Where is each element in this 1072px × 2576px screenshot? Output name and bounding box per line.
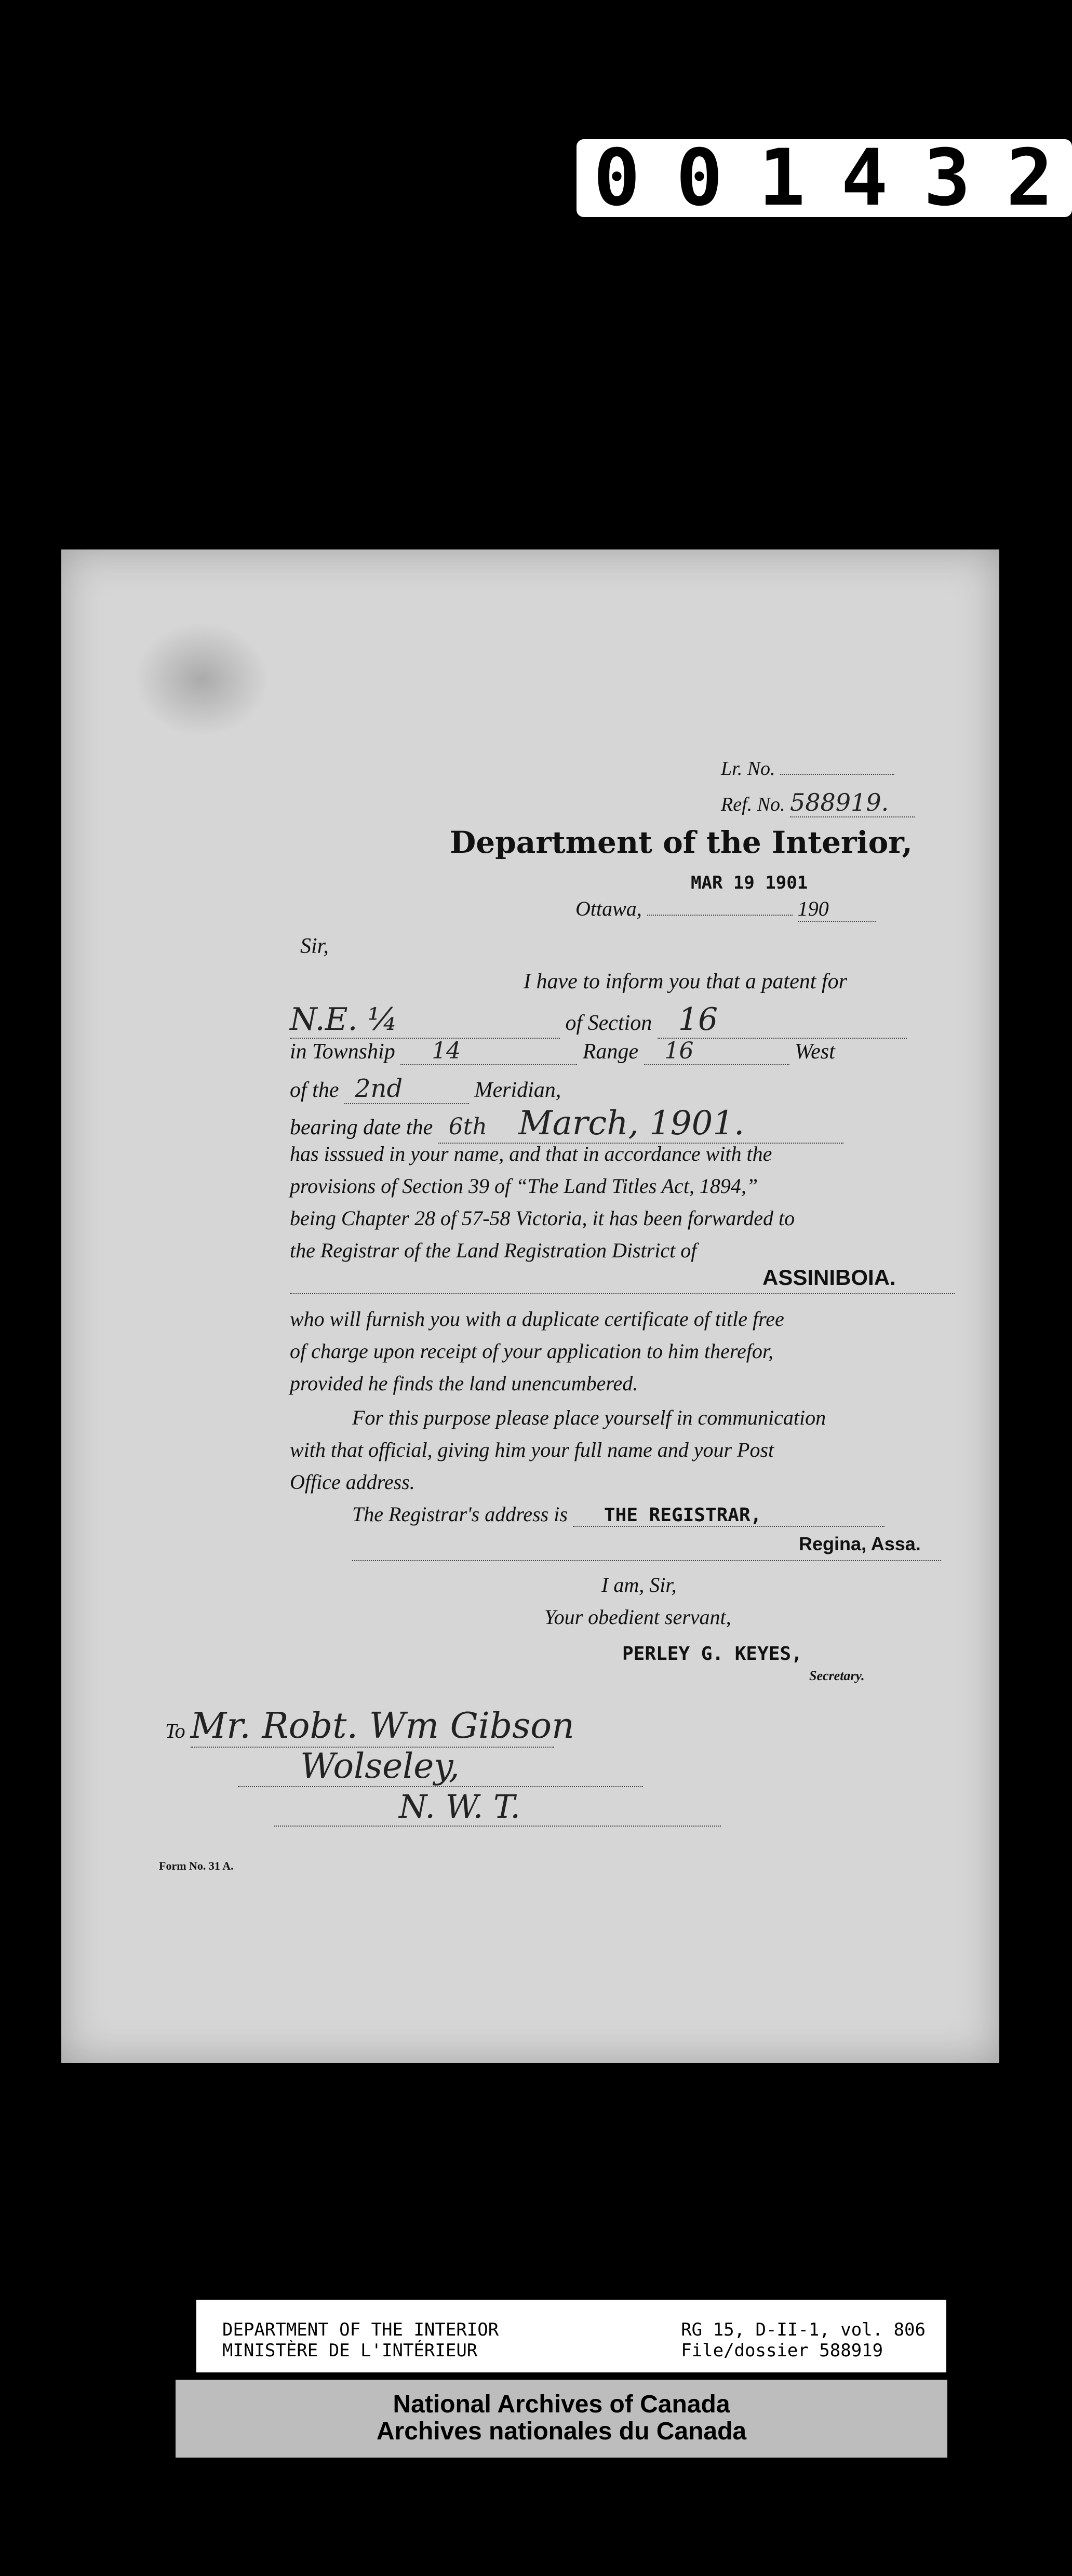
township-row [290,1038,955,1065]
district-line [290,1262,955,1294]
closing-line-2: Your obedient servant, [544,1605,731,1629]
township-value: 14 [400,1038,577,1065]
archival-caption [196,2300,946,2372]
body-line: For this purpose please place yourself in communication [352,1406,826,1429]
range-value: 16 [644,1038,789,1065]
to-label: To [165,1719,185,1742]
frame-digit: 1 [758,133,808,223]
range-label: Range [582,1040,638,1064]
year-prefix: 190 [797,897,829,920]
registrar-row [352,1502,885,1527]
ref-no-label: Ref. No. [721,794,785,815]
meridian-label: Meridian, [474,1078,561,1102]
address-line-1: Wolseley, [238,1746,643,1787]
closing-line-1: I am, Sir, [601,1573,677,1596]
body-line: provided he finds the land unencumbered. [290,1372,638,1395]
lr-no-label: Lr. No. [721,758,775,780]
body-line: the Registrar of the Land Registration District of [290,1239,697,1262]
meridian-row [290,1074,955,1104]
archive-name-en: National Archives of Canada [393,2391,730,2418]
body-line: of charge upon receipt of your application to him therefor, [290,1339,773,1363]
frame-digit: 0 [676,133,725,223]
body-line: being Chapter 28 of 57-58 Victoria, it has been forwarded to [290,1206,795,1230]
body-line: who will furnish you with a duplicate certificate of title free [290,1307,784,1331]
address-line-2: N. W. T. [274,1788,721,1827]
lr-no-row [721,757,894,780]
addressee-row [165,1706,574,1748]
registrar-line-1: THE REGISTRAR, [573,1505,885,1527]
lr-no-line [780,774,894,775]
body-line: Office address. [290,1470,415,1494]
body-line: has isssued in your name, and that in accordance with the [290,1142,772,1165]
parcel-row [290,1001,955,1039]
patent-day: 6th [448,1113,487,1140]
year-field [798,896,876,922]
frame-number-label [577,133,1072,223]
caption-department-fr: MINISTÈRE DE L'INTÉRIEUR [222,2340,478,2361]
date-row [575,896,876,922]
body-line: provisions of Section 39 of “The Land Titles Act, 1894,” [290,1174,758,1198]
meridian-number: 2nd [344,1074,469,1104]
bearing-date-label: bearing date the [290,1116,433,1139]
frame-digit: 3 [923,133,973,223]
date-stamp: MAR 19 1901 [691,873,808,893]
caption-department-en: DEPARTMENT OF THE INTERIOR [222,2319,499,2340]
letter-sheet [61,549,999,2063]
ref-no-row [721,788,915,817]
city-label: Ottawa, [575,897,642,920]
registrar-label: The Registrar's address is [352,1502,568,1526]
salutation: Sir, [300,934,329,958]
patent-date-row [290,1104,955,1144]
form-number: Form No. 31 A. [159,1859,234,1872]
frame-digit: 2 [1006,133,1055,223]
section-value: 16 [658,1001,907,1039]
parcel-value: N.E. ¼ [290,1001,560,1039]
date-line [647,915,793,916]
addressee-name: Mr. Robt. Wm Gibson [190,1706,574,1747]
of-the-label: of the [290,1078,339,1102]
patent-date: March, 1901. [518,1104,745,1143]
frame-digit: 4 [841,133,890,223]
body-line: with that official, giving him your full name and your Post [290,1438,774,1461]
letter-heading: Department of the Interior, [450,825,913,860]
of-section-label: of Section [565,1011,652,1035]
frame-digit: 0 [593,133,642,223]
district-name: ASSINIBOIA. [762,1265,896,1290]
signatory-title: Secretary. [809,1668,865,1683]
archive-banner [176,2380,947,2458]
ref-no-value: 588919. [790,788,915,817]
registrar-line-2: Regina, Assa. [799,1533,921,1554]
west-label: West [795,1040,835,1064]
signatory: PERLEY G. KEYES, [622,1643,802,1665]
caption-file: File/dossier 588919 [681,2340,883,2361]
caption-reference: RG 15, D-II-1, vol. 806 [681,2319,926,2340]
intro-line: I have to inform you that a patent for [524,970,847,994]
registrar-address-line [352,1530,941,1561]
township-label: in Township [290,1040,395,1064]
archive-name-fr: Archives nationales du Canada [376,2418,747,2445]
